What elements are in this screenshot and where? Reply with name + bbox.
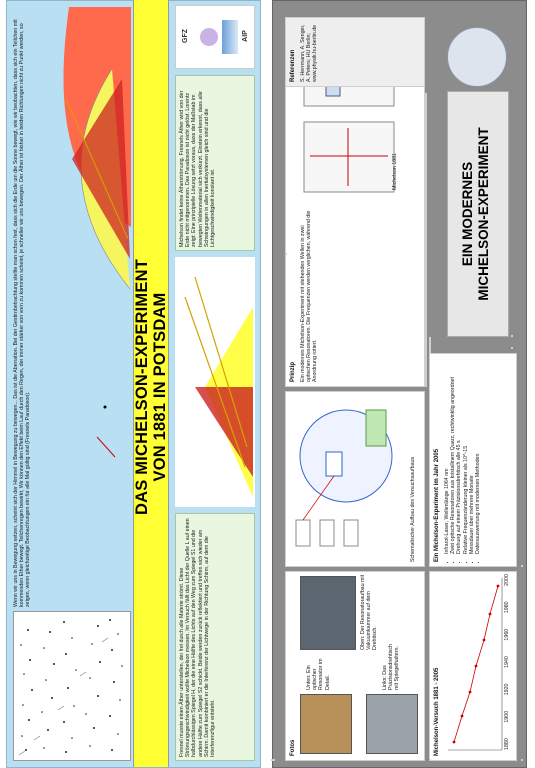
title-line-1: EIN MODERNES bbox=[460, 161, 475, 267]
title-line-2: MICHELSON-EXPERIMENT bbox=[476, 127, 491, 301]
list-item: • Zwei optische Resonatoren aus kristallinem Quarz, rechtwinklig angeordnet bbox=[450, 360, 456, 554]
intro-text: Wenn wir uns in Bewegung setzen, scheint sich der Himmel in Bewegung zu bewegen... Das ist die Aberration. Bei der Gestirnbetrachtung stellte man schon fest, dass sich die Erde um die Sonne bewegt, wie wir beobachten, dass sich ein Teilchen mit kommenden Ether bewegt. Teilchenregen bewirkt, Wir können den Effekt beim Lauf durch den Regen, der immer stärker von vorn zu kommen scheint, je schneller wir uns bewegen. Der Äther ist bisher in beiden Richtungen nicht zu Punkt werden, so zeigen, wenn gleichzeitige Beobachtungen ein für alle Mal gültig sind (Fresnels Paradoxon). bbox=[13, 19, 32, 607]
list-item: • Datenauswertung mit modernen Methoden bbox=[475, 360, 481, 554]
photos-heading: Fotos bbox=[290, 739, 296, 756]
references-section bbox=[285, 17, 425, 87]
tick-label: 1940 bbox=[504, 656, 510, 668]
poster-modern-michelson bbox=[272, 0, 527, 768]
tick-label: 1900 bbox=[504, 710, 510, 723]
interferometer-diagram-3d bbox=[175, 257, 255, 507]
tick-label: 1880 bbox=[504, 738, 510, 750]
photo-resonator bbox=[300, 694, 352, 754]
list-item: • Relative Frequenzänderung kleiner als 10^-15 bbox=[463, 360, 469, 554]
title-banner bbox=[133, 0, 169, 767]
list-item: • Messdauer über mehrere Monate bbox=[469, 360, 475, 554]
history-axis-years bbox=[504, 574, 510, 750]
university-seal-icon bbox=[447, 27, 507, 87]
cone-figure bbox=[52, 59, 132, 299]
logo-aip: AIP bbox=[242, 30, 249, 42]
history-heading: Michelson-Versuch 1881 - 2005 bbox=[434, 667, 440, 756]
telescope-icon bbox=[222, 20, 238, 54]
starfield-graphic bbox=[14, 612, 130, 760]
starfield-image bbox=[13, 611, 131, 761]
photo-caption-1: Oben: Der Resonatoraufbau mit Vakuumkammer auf dem Drehtisch. bbox=[360, 574, 379, 650]
photo-caption-2: Links: Das Präzisionsdrehtisch mit Spiegelhaltern. bbox=[382, 644, 401, 690]
fresnel-text: Fresnel musste einen Äther unterstellen, der frei durch alle Materie strömt. Diese Strömungsgeschwindigkeit wollte Michelson messen. Im Versuch fällt das Licht der Quelle L auf einen halbdurchlässigen Spiegel H, der die eine Hälfte des Lichts auf den Weg zum Spiegel S1 und die andere Hälfte zum Spiegel S2 schickt. Beide werden zurück reflektiert und treffen sich wieder am Schirm. Damit kombiniert er die Interferenz der Lichtwege in der Richtung Schirm, auf dem die Interferenzfigur entsteht. bbox=[175, 513, 255, 761]
title-block bbox=[447, 91, 509, 337]
modern-heading: Ein Michelson-Experiment im Jahr 2005 bbox=[434, 448, 440, 562]
emblem-icon bbox=[200, 28, 218, 46]
modern-list bbox=[444, 360, 481, 566]
tick-label: 2000 bbox=[504, 574, 510, 586]
title-line-1: DAS MICHELSON-EXPERIMENT bbox=[133, 259, 151, 515]
poster-michelson-1881 bbox=[6, 0, 261, 768]
title-line-2: VON 1881 IN POTSDAM bbox=[151, 292, 169, 482]
tick-label: 1960 bbox=[504, 628, 510, 641]
logo-gfz: GFZ bbox=[182, 29, 189, 43]
photos-section bbox=[285, 571, 425, 761]
history-section bbox=[429, 571, 517, 761]
references-heading: Referenzen bbox=[290, 49, 296, 82]
principle-caption: Schematischer Aufbau des Versuchsaufbaus bbox=[410, 456, 416, 562]
conclusion-text: Michelson findet keine Ätherströmung. Fresnels Äther wird von der Erde nicht mitgenommen. Das Paradoxon ist nicht gelöst. Lorentz zeigt: Eine prinzipielle Lösung setzt voraus, dass der Maßstab im bewegten Weltenmaterial sich verkürzt. Einstein erkennt, dass alle Schwingungen in allen Inertialsystemen gleich sind und die Lichtgeschwindigkeit konstant ist. bbox=[175, 75, 255, 251]
apparatus-schematic bbox=[285, 391, 425, 567]
photo-caption-3: Unten: Ein optischer Resonator im Detail. bbox=[306, 658, 331, 690]
list-item: • Infrarot-Laser, Wellenlänge 1064 nm bbox=[444, 360, 450, 554]
logo-column bbox=[175, 5, 255, 69]
tick-label: 1920 bbox=[504, 683, 510, 696]
list-item: • Drehung auf einem Präzisionsdrehtisch alle 45 s bbox=[456, 360, 462, 554]
photo-rotating-table bbox=[366, 694, 418, 754]
modern-experiment-section bbox=[429, 353, 517, 567]
principle-heading: Prinzip bbox=[290, 361, 296, 382]
principle-text: Ein modernes Michelson-Experiment mit stehenden Wellen in zwei optischen Resonatoren. Die Frequenzen werden verglichen, während die Anordnung rotiert. bbox=[300, 210, 319, 382]
photo-vacuum-chamber bbox=[300, 576, 356, 650]
tick-label: 1980 bbox=[504, 601, 510, 614]
figure-label-1881: Michelson 1881 bbox=[392, 152, 398, 190]
references-text: S. Herrmann, A. Senger, A. Peters; HU Berlin; www.physik.hu-berlin.de bbox=[300, 24, 319, 82]
